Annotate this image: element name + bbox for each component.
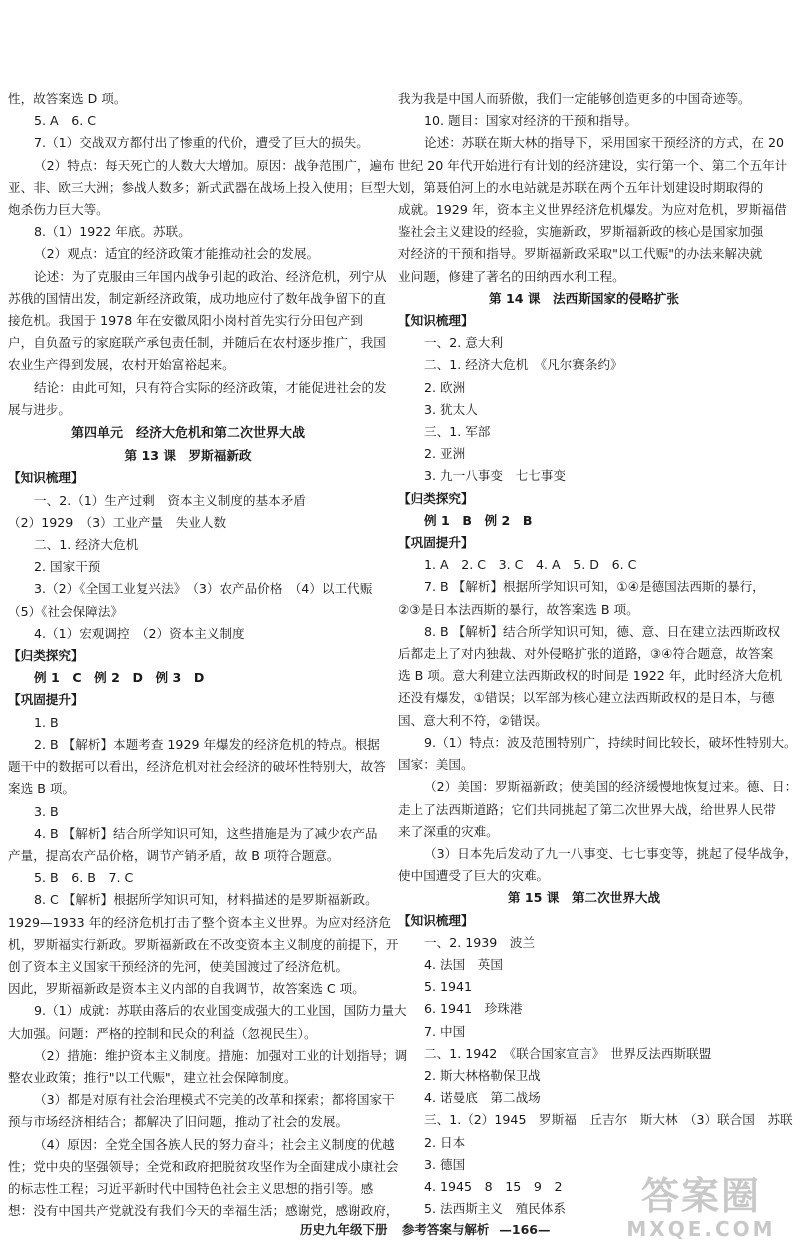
text-line: 二、1. 1942 《联合国家宣言》 世界反法西斯联盟	[424, 1045, 712, 1061]
text-line: 7. B 【解析】根据所学知识可知，①④是德国法西斯的暴行，	[424, 579, 765, 595]
text-line: 一、2. 1939 波兰	[424, 934, 536, 950]
text-line: 5. 法西斯主义 殖民体系	[424, 1201, 566, 1217]
text-line: 4. 诺曼底 第二战场	[424, 1090, 541, 1106]
text-line: 2. 国家干预	[34, 559, 101, 575]
text-line: （3）都是对原有社会治理模式不完美的改革和探索；都将国家干	[34, 1092, 395, 1108]
text-line: 5. 1941	[424, 979, 473, 995]
text-line: 想：没有中国共产党就没有我们今天的幸福生活；感谢党，感谢政府，	[8, 1203, 399, 1219]
page-footer	[300, 1220, 560, 1238]
text-line: 3.（2）《全国工业复兴法》 （3）农产品价格 （4）以工代赈	[34, 581, 373, 597]
left-column	[8, 88, 408, 1222]
text-line: （2）1929 （3）工业产量 失业人数	[8, 514, 227, 530]
text-line: 性；党中央的坚强领导；全党和政府把脱贫攻坚作为全面建成小康社会	[8, 1158, 399, 1174]
text-line: 成就。1929 年，资本主义世界经济危机爆发。为应对危机，罗斯福借	[398, 202, 787, 218]
text-line: 2. 亚洲	[424, 446, 466, 462]
text-line: 4. 法国 英国	[424, 956, 503, 972]
text-line: 接危机。我国于 1978 年在安徽凤阳小岗村首先实行分田包产到	[8, 313, 363, 329]
text-line: 二、1. 经济大危机	[34, 537, 139, 553]
text-line: 4. 1945 8 15 9 2	[424, 1178, 563, 1194]
text-line: 3. 九一八事变 七七事变	[424, 468, 566, 484]
unit-heading: 第四单元 经济大危机和第二次世界大战	[70, 426, 305, 442]
text-line: 创了资本主义国家干预经济的先河，使美国渡过了经济危机。	[8, 958, 349, 974]
text-line: 大加强。问题：严格的控制和民众的利益（忽视民生）。	[8, 1025, 317, 1041]
text-line: 对经济的干预和指导。罗斯福新政采取"以工代赈"的办法来解决就	[398, 246, 763, 262]
text-line: 5. A 6. C	[34, 113, 97, 129]
text-line: 题干中的数据可以看出，经济危机对社会经济的破坏性特别大，故答	[8, 759, 386, 775]
text-line: 世纪 20 年代开始进行有计划的经济建设，实行第一个、第二个五年计	[398, 157, 788, 173]
watermark-top: 答案圈	[640, 1174, 761, 1218]
text-line: 展与进步。	[8, 401, 71, 417]
text-line: 农业生产得到发展，农村开始富裕起来。	[8, 357, 235, 373]
text-line: 苏俄的国情出发，制定新经济政策，成功地应付了数年战争留下的直	[8, 290, 386, 306]
section-tag: 【知识梳理】	[398, 313, 474, 329]
text-line: （2）特点：每天死亡的人数大大增加。原因：战争范围广，遍布	[34, 157, 395, 173]
text-line: 炮杀伤力巨大等。	[8, 202, 109, 218]
text-line: 来了深重的灾难。	[398, 823, 499, 839]
text-line: 8. C 【解析】根据所学知识可知，材料描述的是罗斯福新政。	[34, 892, 378, 908]
text-line: 产量，提高农产品价格，调节产销矛盾，故 B 项符合题意。	[8, 847, 340, 863]
text-line: 6. 1941 珍珠港	[424, 1001, 523, 1017]
text-line: 一、2. 意大利	[424, 335, 503, 351]
text-line: 划，第聂伯河上的水电站就是苏联在两个五年计划建设时期取得的	[398, 179, 764, 195]
example-answers: 例 1 C 例 2 D 例 3 D	[34, 670, 205, 686]
section-tag: 【归类探究】	[398, 490, 474, 506]
watermark-bottom: MXQE.COM	[626, 1217, 776, 1241]
text-line: 7.（1）交战双方都付出了惨重的代价，遭受了巨大的损失。	[34, 135, 369, 151]
text-line: 的标志性工程；习近平新时代中国特色社会主义思想的指引等。感	[8, 1180, 374, 1196]
text-line: 2. 日本	[424, 1134, 466, 1150]
text-line: 走上了法西斯道路；它们共同挑起了第二次世界大战，给世界人民带	[398, 801, 776, 817]
text-line: 亚、非、欧三大洲；参战人数多；新式武器在战场上投入使用；巨型大	[8, 179, 399, 195]
section-tag: 【巩固提升】	[8, 692, 84, 708]
section-tag: 【知识梳理】	[8, 470, 84, 486]
text-line: （2）观点：适宜的经济政策才能推动社会的发展。	[34, 246, 320, 262]
text-line: 9.（1）成就：苏联由落后的农业国变成强大的工业国，国防力量大	[34, 1003, 407, 1019]
text-line: 4. B 【解析】结合所学知识可知，这些措施是为了减少农产品	[34, 825, 378, 841]
text-line: 案选 B 项。	[8, 781, 76, 797]
text-line: 后都走上了对内独裁、对外侵略扩张的道路，③④符合题意，故答案	[398, 646, 774, 662]
text-line: （5）《社会保障法》	[8, 603, 124, 619]
lesson-heading: 第 15 课 第二次世界大战	[507, 890, 661, 906]
text-line: 2. B 【解析】本题考查 1929 年爆发的经济危机的特点。根据	[34, 736, 380, 752]
text-line: 10. 题目：国家对经济的干预和指导。	[424, 113, 637, 129]
text-line: 结论：由此可知，只有符合实际的经济政策，才能促进社会的发	[34, 379, 387, 395]
section-tag: 【巩固提升】	[398, 535, 474, 551]
text-line: 三、1.（2）1945 罗斯福 丘吉尔 斯大林 （3）联合国 苏联	[424, 1112, 793, 1128]
text-line: 4.（1）宏观调控 （2）资本主义制度	[34, 625, 245, 641]
section-tag: 【归类探究】	[8, 648, 84, 664]
text-line: 3. 德国	[424, 1156, 466, 1172]
text-line: 一、2.（1）生产过剩 资本主义制度的基本矛盾	[34, 492, 306, 508]
example-answers: 例 1 B 例 2 B	[424, 512, 533, 528]
text-line: 三、1. 军部	[424, 424, 491, 440]
watermark-logo	[626, 1175, 776, 1245]
text-line: 8.（1）1922 年底。苏联。	[34, 224, 191, 240]
text-line: 7. 中国	[424, 1023, 466, 1039]
text-line: 选 B 项。意大利建立法西斯政权的时间是 1922 年，此时经济大危机	[398, 668, 783, 684]
text-line: 9.（1）特点：波及范围特别广，持续时间比较长，破坏性特别大。	[424, 734, 797, 750]
text-line: 整农业政策；推行"以工代赈"，建立社会保障制度。	[8, 1069, 297, 1085]
text-line: 户，自负盈亏的家庭联产承包责任制，并随后在农村逐步推广，我国	[8, 335, 386, 351]
text-line: 二、1. 经济大危机 《凡尔赛条约》	[424, 357, 623, 373]
text-line: 国家：美国。	[398, 757, 474, 773]
right-column	[398, 88, 798, 1220]
text-line: 机，罗斯福实行新政。罗斯福新政在不改变资本主义制度的前提下，开	[8, 936, 399, 952]
text-line: （2）措施：维护资本主义制度。措施：加强对工业的计划指导；调	[34, 1047, 408, 1063]
text-line: 5. B 6. B 7. C	[34, 870, 134, 886]
text-line: 论述：苏联在斯大林的指导下，采用国家干预经济的方式，在 20	[424, 135, 785, 151]
text-line: 1. A 2. C 3. C 4. A 5. D 6. C	[424, 557, 637, 573]
lesson-heading: 第 14 课 法西斯国家的侵略扩张	[488, 290, 679, 306]
text-line: 2. 斯大林格勒保卫战	[424, 1067, 541, 1083]
text-line: （4）原因：全党全国各族人民的努力奋斗；社会主义制度的优越	[34, 1136, 395, 1152]
section-tag: 【知识梳理】	[398, 912, 474, 928]
text-line: 国、意大利不符，②错误。	[398, 712, 548, 728]
text-line: 1929—1933 年的经济危机打击了整个资本主义世界。为应对经济危	[8, 914, 391, 930]
footer-subject: 历史九年级下册	[300, 1222, 388, 1237]
text-line: 论述：为了克服由三年国内战争引起的政治、经济危机，列宁从	[34, 268, 387, 284]
text-line: 预与市场经济相结合；都解决了旧问题，推动了社会的发展。	[8, 1114, 349, 1130]
text-line: 我为我是中国人而骄傲，我们一定能够创造更多的中国奇迹等。	[398, 91, 751, 106]
footer-label: 参考答案与解析	[401, 1222, 490, 1237]
text-line: 因此，罗斯福新政是资本主义内部的自我调节，故答案选 C 项。	[8, 981, 365, 997]
text-line: 还没有爆发，①错误；以军部为核心建立法西斯政权的是日本，与德	[398, 690, 775, 706]
lesson-heading: 第 13 课 罗斯福新政	[124, 448, 252, 464]
text-line: 业问题，修建了著名的田纳西水利工程。	[398, 268, 625, 284]
text-line: （2）美国：罗斯福新政；使美国的经济缓慢地恢复过来。德、日：	[424, 779, 798, 795]
text-line: 8. B 【解析】结合所学知识可知，德、意、日在建立法西斯政权	[424, 623, 781, 639]
footer-page-number: —166—	[499, 1222, 551, 1237]
text-line: 鉴社会主义建设的经验，实施新政，罗斯福新政的核心是国家加强	[398, 224, 764, 240]
text-line: 1. B	[34, 714, 59, 730]
text-line: 3. 犹太人	[424, 401, 478, 417]
text-line: 使中国遭受了巨大的灾难。	[398, 868, 550, 884]
text-line: （3）日本先后发动了九一八事变、七七事变等，挑起了侵华战争，	[424, 845, 798, 861]
text-line: 性，故答案选 D 项。	[8, 91, 127, 106]
text-line: ②③是日本法西斯的暴行，故答案选 B 项。	[398, 601, 639, 617]
text-line: 2. 欧洲	[424, 379, 466, 395]
text-line: 3. B	[34, 803, 59, 819]
